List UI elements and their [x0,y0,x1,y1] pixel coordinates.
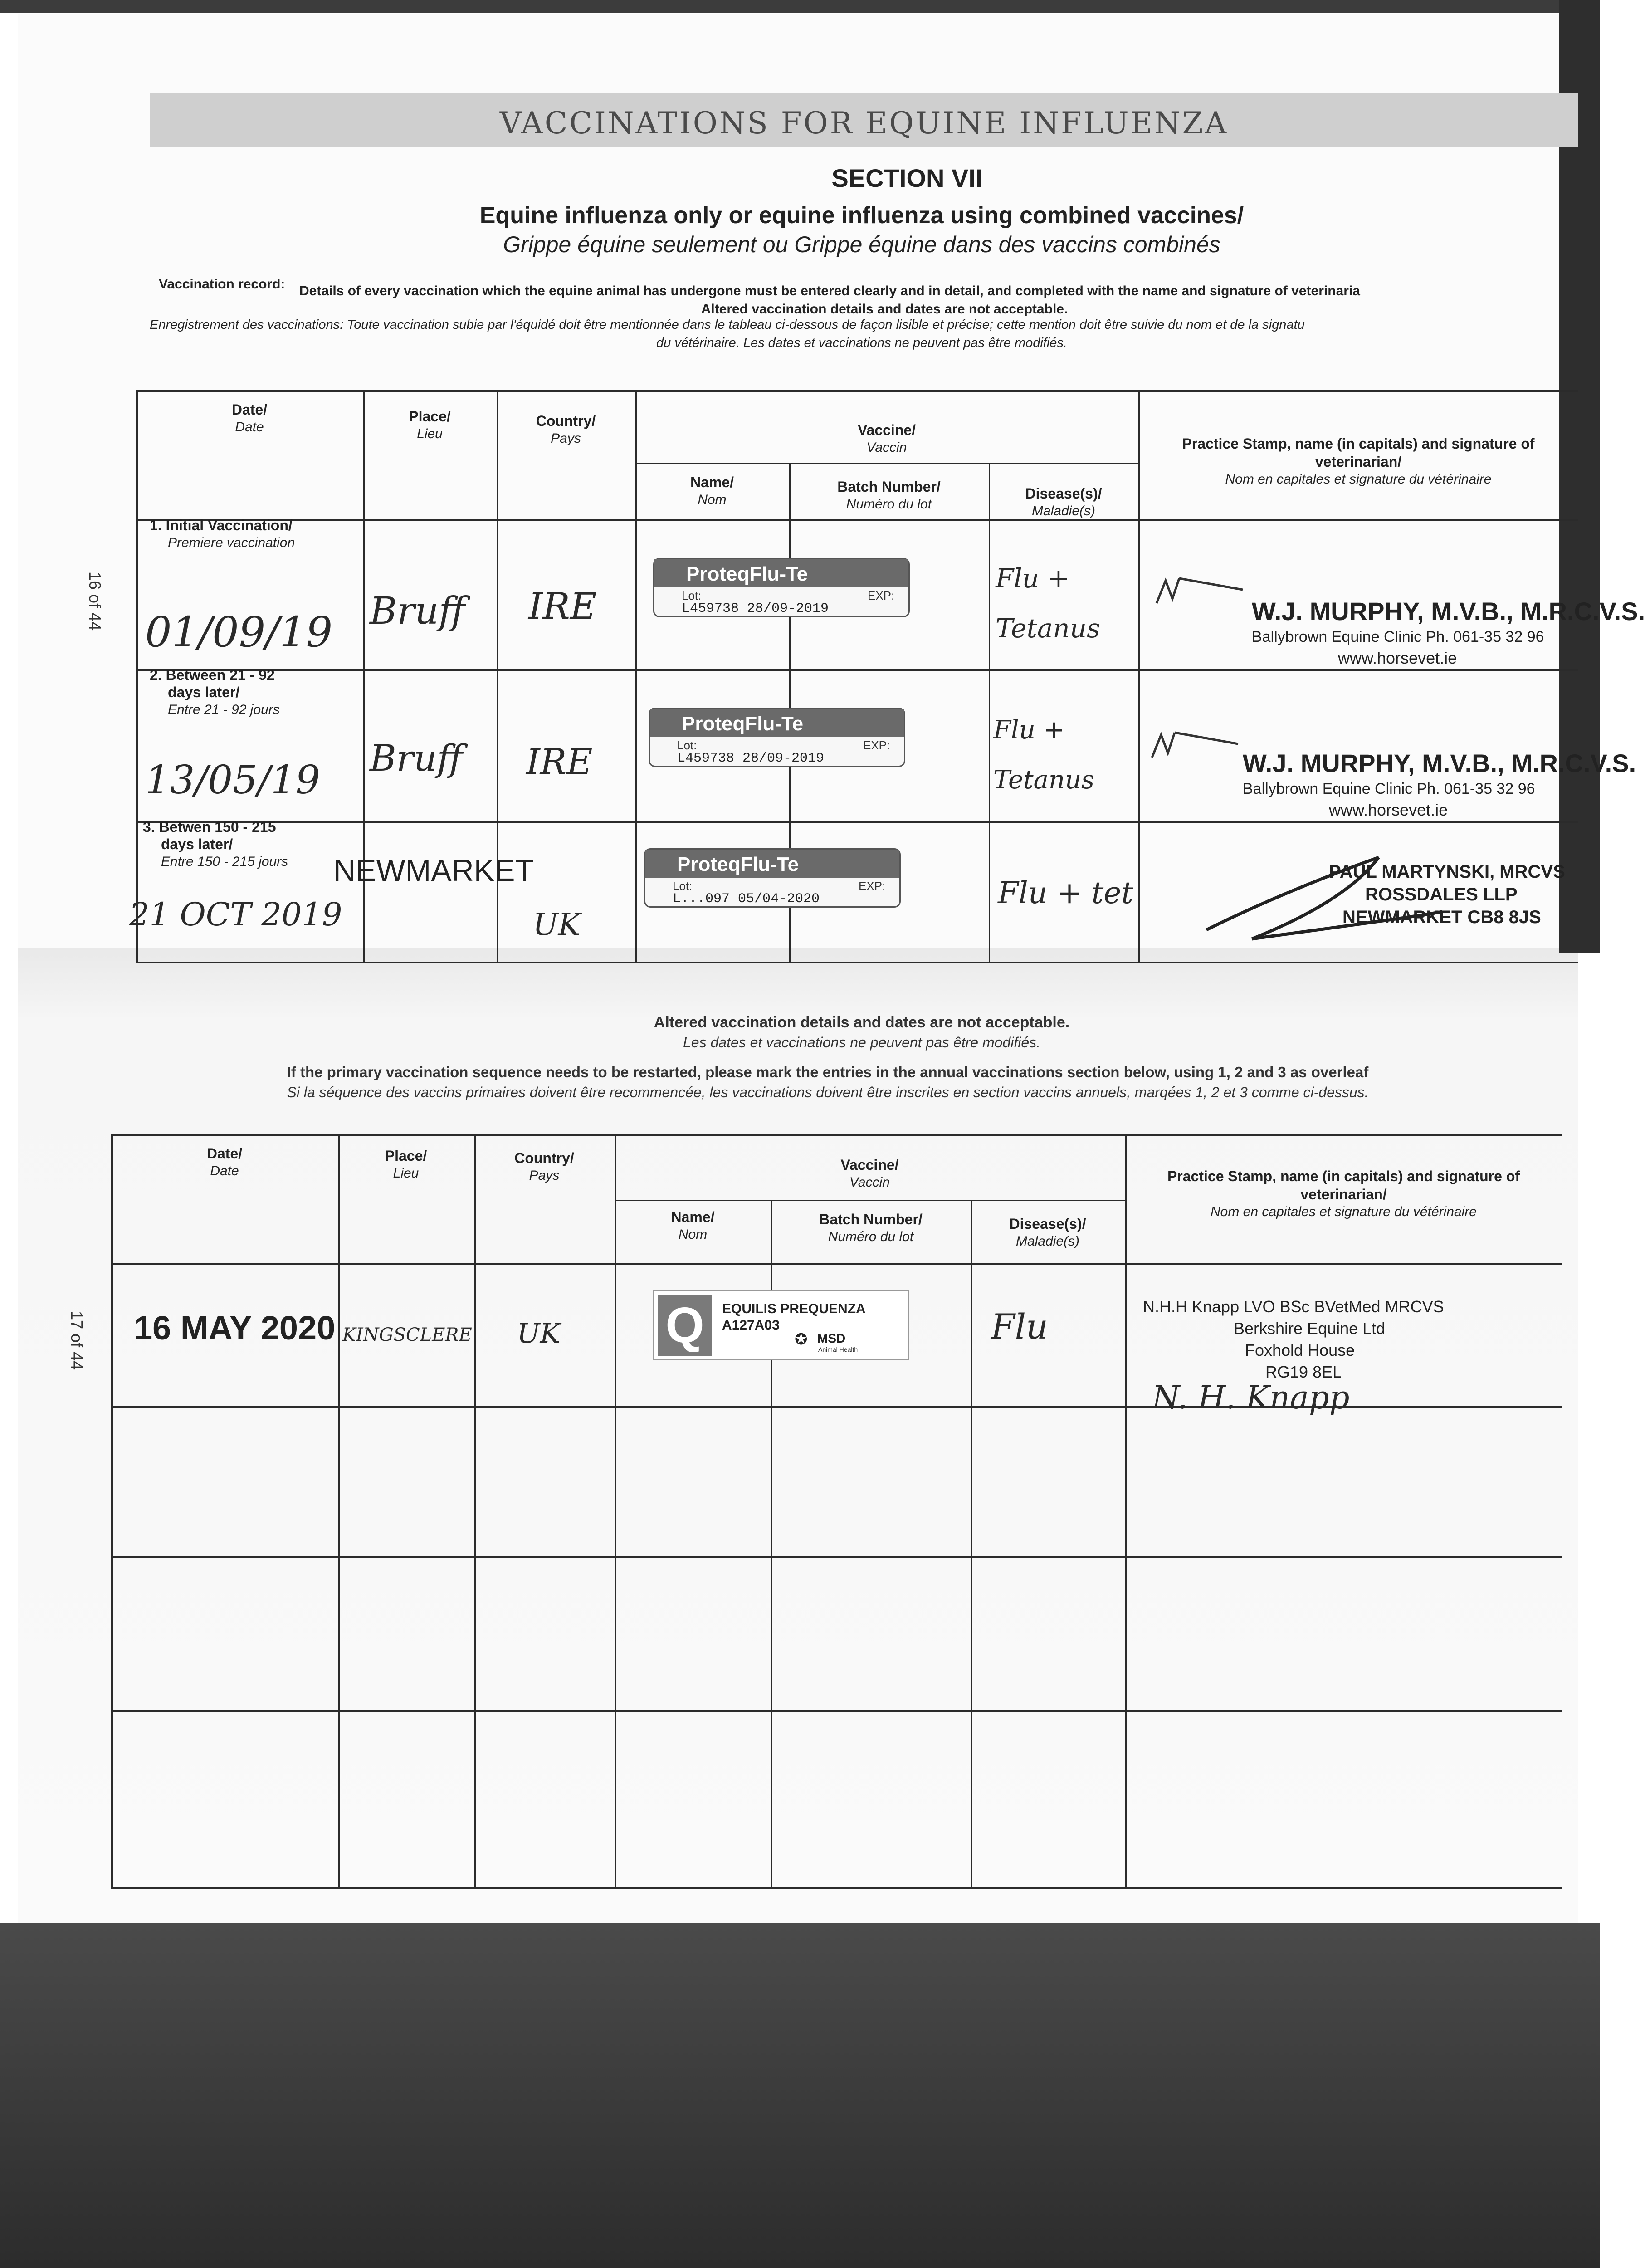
grid-line [971,1200,972,1888]
vaccination-date: 13/05/19 [145,758,321,803]
col-vaccine-en: Vaccine/ [857,422,916,438]
col-disease-fr: Maladie(s) [1015,1234,1080,1249]
vaccine-label [653,558,910,617]
col-place-fr: Lieu [417,426,443,441]
col-place-fr: Lieu [393,1166,419,1181]
col-date-fr: Date [210,1163,239,1178]
page-number-lower: 17 of 44 [68,1311,86,1370]
batch-number: L...097 05/04-2020 [673,891,820,907]
col-name-en: Name/ [671,1209,715,1225]
section-banner [150,93,1578,147]
vaccine-brand: ProteqFlu-Te [677,853,799,875]
lot-label: Lot: [677,738,697,752]
col-stamp-en-1: Practice Stamp, name (in capitals) and signature of [1167,1168,1520,1184]
grid-line [989,463,990,963]
row-label-en: 3. Betwen 150 - 215 [143,819,276,835]
grid-line [136,669,1578,671]
batch-number: L459738 28/09-2019 [677,751,825,766]
signature: N. H. Knapp [1152,1379,1350,1416]
record-text-en: Details of every vaccination which the equine animal has undergone must be entered clearly and in detail, and completed with the name and signature of veterinaria [299,284,1360,298]
grid-line [615,1200,1125,1201]
notice-line-2: Les dates et vaccinations ne peuvent pas être modifiés. [683,1034,1041,1051]
notice-line-4: Si la séquence des vaccins primaires doivent être recommencée, les vaccinations doivent être inscrites en section vaccins annuels, marqées 1, 2 et 3 comme ci-dessus. [287,1084,1369,1100]
grid-line [136,821,1578,823]
col-date-en: Date/ [231,401,268,418]
lot-label: Lot: [682,589,702,602]
col-date-en: Date/ [206,1145,243,1162]
grid-line [136,962,1578,963]
exp-label: EXP: [863,738,890,752]
stamp-line-1: PAUL MARTYNSKI, MRCVS [1329,862,1565,882]
stamp-line-3: NEWMARKET CB8 8JS [1342,907,1541,927]
row-label-en-2: days later/ [168,684,240,700]
col-country-fr: Pays [529,1168,560,1183]
grid-line [474,1134,476,1888]
col-stamp-en-1: Practice Stamp, name (in capitals) and signature of [1182,435,1535,452]
q-logo-icon: Q [658,1295,712,1356]
vaccination-place: Bruff [370,590,465,633]
grid-line [136,390,1578,392]
stamp-line-2: Berkshire Equine Ltd [1234,1319,1386,1338]
col-stamp-fr: Nom en capitales et signature du vétérinaire [1225,472,1492,487]
col-country-en: Country/ [514,1150,574,1166]
grid-line [111,1134,113,1888]
disease: Flu + tet [998,875,1133,910]
grid-line [635,463,1138,464]
vaccination-country: UK [517,1318,561,1349]
vaccine-label [653,1290,909,1360]
col-stamp-fr: Nom en capitales et signature du vétérinaire [1211,1204,1477,1219]
stamp-line-1: W.J. MURPHY, M.V.B., M.R.C.V.S. [1243,749,1636,777]
row-label-en: 1. Initial Vaccination/ [150,517,293,533]
grid-line [111,1134,1562,1136]
col-name-en: Name/ [690,474,734,490]
grid-line [136,390,138,963]
vaccination-place: Bruff [370,737,463,779]
exp-label: EXP: [868,589,895,602]
stamp-line-3: www.horsevet.ie [1338,649,1457,667]
row-label-en-2: days later/ [161,836,233,852]
vaccine-brand: ProteqFlu-Te [682,713,804,735]
disease: Flu [991,1306,1048,1347]
row-label-fr: Entre 150 - 215 jours [161,854,288,869]
row-label-en: 2. Between 21 - 92 [150,667,275,683]
exp-label: EXP: [859,879,886,893]
col-vaccine-en: Vaccine/ [840,1157,899,1173]
col-country-en: Country/ [536,413,596,429]
col-name-fr: Nom [698,492,727,507]
signature-mark [1147,726,1247,767]
page-number-upper: 16 of 44 [86,572,104,631]
stamp-line-1: N.H.H Knapp LVO BSc BVetMed MRCVS [1143,1297,1444,1316]
vaccine-label [644,848,901,908]
notice-line-3: If the primary vaccination sequence needs to be restarted, please mark the entries in the annual vaccinations section below, using 1, 2 and 3 as overleaf [287,1064,1369,1080]
col-stamp-en-2: veterinarian/ [1300,1186,1387,1202]
row-label-fr: Entre 21 - 92 jours [168,702,280,717]
col-disease-fr: Maladie(s) [1031,503,1096,518]
banner-title: VACCINATIONS FOR EQUINE INFLUENZA [499,106,1229,141]
subtitle-fr: Grippe équine seulement ou Grippe équine dans des vaccins combinés [503,232,1220,257]
stamp-line-3: Foxhold House [1245,1341,1355,1359]
disease: Flu + Tetanus [993,715,1094,795]
grid-line [338,1134,340,1888]
grid-line [615,1134,616,1888]
vaccination-country: UK [533,907,581,942]
col-batch-en: Batch Number/ [819,1211,923,1227]
col-country-fr: Pays [551,431,581,446]
scan-edge-top [0,0,1600,13]
col-disease-en: Disease(s)/ [1025,485,1102,502]
grid-line [1125,1134,1127,1888]
vaccination-date: 01/09/19 [145,608,333,656]
signature-mark [1197,853,1451,953]
vaccination-date: 16 MAY 2020 [134,1309,336,1347]
col-batch-en: Batch Number/ [837,479,941,495]
grid-line [111,1263,1562,1265]
col-disease-en: Disease(s)/ [1009,1216,1086,1232]
vaccine-brand: ProteqFlu-Te [686,563,808,585]
col-date-fr: Date [235,420,264,435]
vaccination-place: KINGSCLERE [342,1325,472,1345]
scan-bottom [0,1923,1600,2268]
batch-number: A127A03 [722,1318,780,1333]
col-batch-fr: Numéro du lot [828,1229,914,1244]
col-name-fr: Nom [678,1227,708,1242]
stamp-line-2: Ballybrown Equine Clinic Ph. 061-35 32 96 [1252,628,1544,645]
col-place-en: Place/ [409,408,451,425]
record-text-fr: Enregistrement des vaccinations: Toute vaccination subie par l'équidé doit être mentionnée dans le tableau ci-dessous de façon lisible et précise; cette mention doit être suivie du nom et de la signatu [150,318,1305,332]
notice-line-1: Altered vaccination details and dates are not acceptable. [654,1014,1070,1031]
maker-name: MSD [817,1331,846,1345]
msd-logo-icon: ✪ [795,1331,808,1348]
lot-label: Lot: [673,879,693,893]
altered-text-en: Altered vaccination details and dates are not acceptable. [701,302,1068,317]
row-label-fr: Premiere vaccination [168,535,295,550]
col-vaccine-fr: Vaccin [849,1175,890,1190]
vaccination-date: 21 OCT 2019 [129,896,342,933]
record-label: Vaccination record: [159,277,285,292]
record-text-fr-2: du vétérinaire. Les dates et vaccinations ne peuvent pas être modifiés. [656,336,1067,350]
stamp-line-1: W.J. MURPHY, M.V.B., M.R.C.V.S. [1252,597,1645,626]
stamp-line-2: ROSSDALES LLP [1365,885,1518,904]
grid-line [111,1887,1562,1889]
batch-number: L459738 28/09-2019 [682,601,829,616]
grid-line [111,1556,1562,1558]
stamp-line-4: RG19 8EL [1265,1363,1342,1381]
grid-line [111,1710,1562,1712]
col-place-en: Place/ [385,1148,427,1164]
col-vaccine-fr: Vaccin [866,440,907,455]
vaccine-name: EQUILIS PREQUENZA [722,1301,866,1316]
vaccine-label [649,708,905,767]
vaccination-country: IRE [528,585,597,627]
stamp-line-2: Ballybrown Equine Clinic Ph. 061-35 32 96 [1243,780,1535,797]
maker-sub: Animal Health [818,1346,858,1353]
col-batch-fr: Numéro du lot [846,497,932,512]
vaccination-place: NEWMARKET [333,853,534,888]
subtitle-en: Equine influenza only or equine influenza using combined vaccines/ [479,202,1244,229]
signature-mark [1152,572,1252,612]
vaccination-country: IRE [526,742,593,782]
stamp-line-3: www.horsevet.ie [1329,801,1448,819]
section-title: SECTION VII [831,164,983,192]
disease: Flu + Tetanus [996,563,1100,644]
col-stamp-en-2: veterinarian/ [1315,454,1402,470]
grid-line [136,519,1578,521]
